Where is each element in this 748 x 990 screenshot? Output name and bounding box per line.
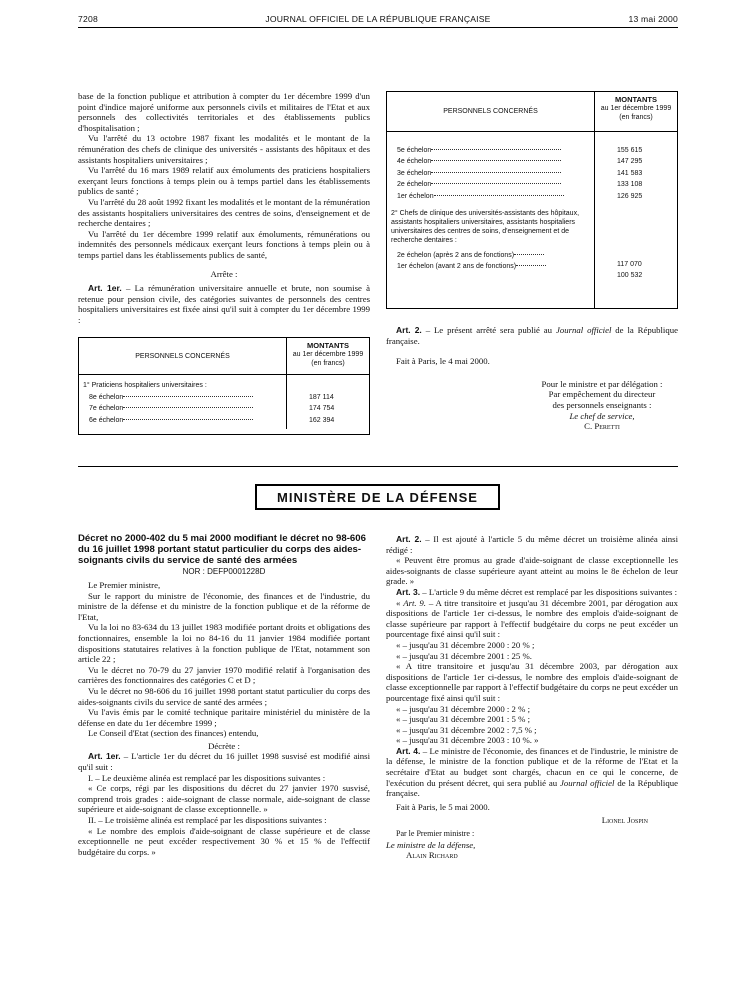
table-cell-value: 141 583 <box>617 169 643 177</box>
nor-reference: NOR : DEFP0001228D <box>182 567 266 577</box>
paragraph: « A titre transitoire et jusqu'au 31 décembre 2003, par dérogation aux dispositions de l'article 1er ci-dessus, le nombre des emplois d'aide-soignant de classe exceptionnelle par rapport à l'effectif budgétaire du corps ne peut excéder un pourcentage fixé ainsi qu'il suit : <box>386 661 678 703</box>
paragraph: Vu le décret no 70-79 du 27 janvier 1970 modifié relatif à l'organisation des carrières des fonctionnaires des catégories C et D ; <box>78 664 370 686</box>
table-row: 1er échelon <box>397 192 590 203</box>
paragraph: I. – Le deuxième alinéa est remplacé par les dispositions suivantes : <box>88 772 326 783</box>
bottom-right-column <box>386 534 678 861</box>
table-cell-value: 117 070 <box>617 260 642 268</box>
done-at: Fait à Paris, le 5 mai 2000. <box>396 801 490 812</box>
article-label: Art. 1er. <box>88 283 122 294</box>
table-row: 8e échelon <box>83 393 282 404</box>
paragraph: Le Premier ministre, <box>88 579 161 590</box>
paragraph: base de la fonction publique et attribution à compter du 1er décembre 1999 d'un point d'indice majoré uniforme aux personnels civils et militaires de l'Etat et aux personnels des collectivités territoriales et des établissements publics d'hospitalisation ; <box>78 91 370 133</box>
table-2 <box>386 91 678 309</box>
table-header <box>79 338 369 375</box>
table-header <box>387 92 677 132</box>
table-cell-value: 100 532 <box>617 272 643 280</box>
signature-line: Par le Premier ministre : <box>396 829 475 839</box>
done-at: Fait à Paris, le 4 mai 2000. <box>396 356 490 367</box>
table-cell-value: 187 114 <box>309 393 334 401</box>
column-header-amounts: MONTANTS au 1er décembre 1999 (en francs) <box>292 341 364 368</box>
top-right-column <box>386 91 678 432</box>
table-1 <box>78 337 370 435</box>
paragraph: « Le nombre des emplois d'aide-soignant de classe supérieure et de classe exceptionnelle ne peut excéder respectivement 30 % et 15 % de l'effectif budgétaire du corps. » <box>78 825 370 857</box>
ministry-title: MINISTÈRE DE LA DÉFENSE <box>255 484 500 510</box>
table-row: 3e échelon <box>397 169 590 180</box>
table-body <box>79 375 369 429</box>
header-rule <box>78 27 678 28</box>
decree-title: Décret no 2000-402 du 5 mai 2000 modifiant le décret no 98-606 du 16 juillet 1998 portant statut particulier du corps des aides-soignants civils du service de santé des armées <box>78 533 366 566</box>
article-9: « Art. 9. – A titre transitoire et jusqu'au 31 décembre 2001, par dérogation aux dispositions de l'article 1er ci-dessus, le nombre des emplois d'aide-soignant de classe supérieure par rapport à l'effectif budgétaire du corps ne peut excéder un pourcentage fixé ainsi qu'il suit : <box>386 597 679 640</box>
quote: « Peuvent être promus au grade d'aide-soignant de classe exceptionnelle les aides-soignants de classe supérieure ayant atteint au moins le 8e échelon de leur grade. » <box>386 555 678 587</box>
column-header-amounts: MONTANTS au 1er décembre 1999 (en francs) <box>600 95 672 121</box>
table-cell-value: 126 925 <box>617 192 643 200</box>
paragraph: Vu le décret no 98-606 du 16 juillet 1998 portant statut particulier du corps des aides-soignants civils du service de santé des armées ; <box>78 685 370 707</box>
table-row: 2e échelon <box>397 180 590 191</box>
article-1 <box>78 283 370 325</box>
table-cell-value: 162 394 <box>309 416 335 424</box>
list-item: « – jusqu'au 31 décembre 2001 : 5 % ; <box>396 714 531 725</box>
bottom-left-column <box>78 534 370 857</box>
table-row: 6e échelon <box>83 416 282 427</box>
article-3: Art. 3. – L'article 9 du même décret est remplacé par les dispositions suivantes : <box>396 586 678 597</box>
table-section-label: 2° Chefs de clinique des universités-assistants des hôpitaux, assistants hospitaliers universitaires, assistants hospitaliers universitaires des centres de soins, d'enseignement et de recherche dentaires : <box>391 209 580 244</box>
paragraph: « Ce corps, régi par les dispositions du décret du 27 janvier 1970 susvisé, comprend trois grades : aide-soignant de classe normale, aide-soignant de classe supérieure et aide-soignant de classe exceptionnelle. » <box>78 783 370 815</box>
journal-title: JOURNAL OFFICIEL DE LA RÉPUBLIQUE FRANÇAISE <box>265 14 491 24</box>
top-left-column <box>78 91 370 435</box>
article-2: Art. 2. – Il est ajouté à l'article 5 du même décret un troisième alinéa ainsi rédigé : <box>386 534 679 555</box>
paragraph: Vu l'avis émis par le comité technique paritaire ministériel du ministère de la défense en date du 1er décembre 1999 ; <box>78 707 370 728</box>
article-4: Art. 4. – Le ministre de l'économie, des finances et de l'industrie, le ministre de la défense, le ministre de la fonction publique et de la réforme de l'Etat et la secrétaire d'Etat au budget sont chargés, chacun en ce qui le concerne, de l'exécution du présent décret, qui sera publié au Journal officiel de la République française. <box>386 745 678 799</box>
decrete-heading: Décrète : <box>208 740 240 751</box>
list-item: « – jusqu'au 31 décembre 2001 : 25 %. <box>396 650 532 661</box>
article-text: – La rémunération universitaire annuelle et brute, non soumise à retenue pour pension civile, des catégories suivantes de personnels des centres hospitaliers universitaires est fixée ainsi qu'il suit à compter du 1er décembre 1999 : <box>78 283 370 325</box>
list-item: « – jusqu'au 31 décembre 2002 : 7,5 % ; <box>396 724 537 735</box>
paragraph: Vu l'arrêté du 1er décembre 1999 relatif aux émoluments, rémunérations ou indemnités des personnels médicaux exerçant leurs fonctions à temps plein ou à temps partiel dans les établissements publics de santé, <box>78 228 370 260</box>
table-section-label: 1° Praticiens hospitaliers universitaires : <box>83 382 207 390</box>
column-header: PERSONNELS CONCERNÉS <box>387 92 595 131</box>
paragraph: Vu l'arrêté du 16 mars 1989 relatif aux émoluments des praticiens hospitaliers exerçant leurs fonctions à temps plein ou à temps partiel dans les établissements publics de santé ; <box>78 165 370 197</box>
signatory-name: C. Peretti <box>584 421 620 432</box>
signatory-name: Lionel Jospin <box>601 815 648 826</box>
table-row: 1er échelon (avant 2 ans de fonctions) <box>397 262 590 273</box>
page-number: 7208 <box>78 14 98 24</box>
table-row: 7e échelon <box>83 404 282 415</box>
paragraph: Vu l'arrêté du 13 octobre 1987 fixant les modalités et le montant de la rémunération des chefs de clinique des universités - assistants des hôpitaux et des assistants hospitaliers universitaires ; <box>78 133 370 165</box>
table-cell-value: 147 295 <box>617 158 643 166</box>
paragraph: Sur le rapport du ministre de l'économie, des finances et de l'industrie, du ministre de la défense et du ministre de la fonction publique et de la réforme de l'Etat, <box>78 590 370 622</box>
arrete-heading: Arrête : <box>210 268 238 279</box>
paragraph: Vu l'arrêté du 28 août 1992 fixant les modalités et le montant de la rémunération des assistants hospitaliers universitaires des centres de soins, d'enseignement et de recherche dentaires ; <box>78 196 370 229</box>
signatory-name: Alain Richard <box>406 850 458 861</box>
table-row: 5e échelon <box>397 146 590 157</box>
table-row: 4e échelon <box>397 157 590 168</box>
article-1: Art. 1er. – L'article 1er du décret du 16 juillet 1998 susvisé est modifié ainsi qu'il suit : <box>78 751 370 773</box>
list-item: « – jusqu'au 31 décembre 2003 : 10 %. » <box>396 735 539 746</box>
issue-date: 13 mai 2000 <box>628 14 678 24</box>
table-cell-value: 155 615 <box>617 147 643 154</box>
list-item: « – jusqu'au 31 décembre 2000 : 20 % ; <box>396 639 535 650</box>
table-cell-value: 174 754 <box>309 405 335 413</box>
signature-block: Pour le ministre et par délégation : Par empêchement du directeur des personnels enseignants : Le chef de service, C. Peretti <box>386 379 678 432</box>
paragraph: Vu la loi no 83-634 du 13 juillet 1983 modifiée portant droits et obligations des fonctionnaires, ensemble la loi no 84-16 du 11 janvier 1984 modifiée portant dispositions statutaires relatives à la fonction publique de l'Etat, notamment son article 22 ; <box>78 622 370 665</box>
table-cell-value: 133 108 <box>617 181 643 189</box>
paragraph: II. – Le troisième alinéa est remplacé par les dispositions suivantes : <box>88 815 327 826</box>
article-2: Art. 2. – Le présent arrêté sera publié au Journal officiel de la République française. <box>386 325 678 346</box>
table-body <box>387 132 677 308</box>
signature-line: Le ministre de la défense, <box>386 839 476 850</box>
list-item: « – jusqu'au 31 décembre 2000 : 2 % ; <box>396 703 531 714</box>
column-header: PERSONNELS CONCERNÉS <box>79 338 287 374</box>
section-rule <box>78 466 678 467</box>
paragraph: Le Conseil d'Etat (section des finances) entendu, <box>88 728 259 739</box>
table-row: 2e échelon (après 2 ans de fonctions) <box>397 251 590 262</box>
